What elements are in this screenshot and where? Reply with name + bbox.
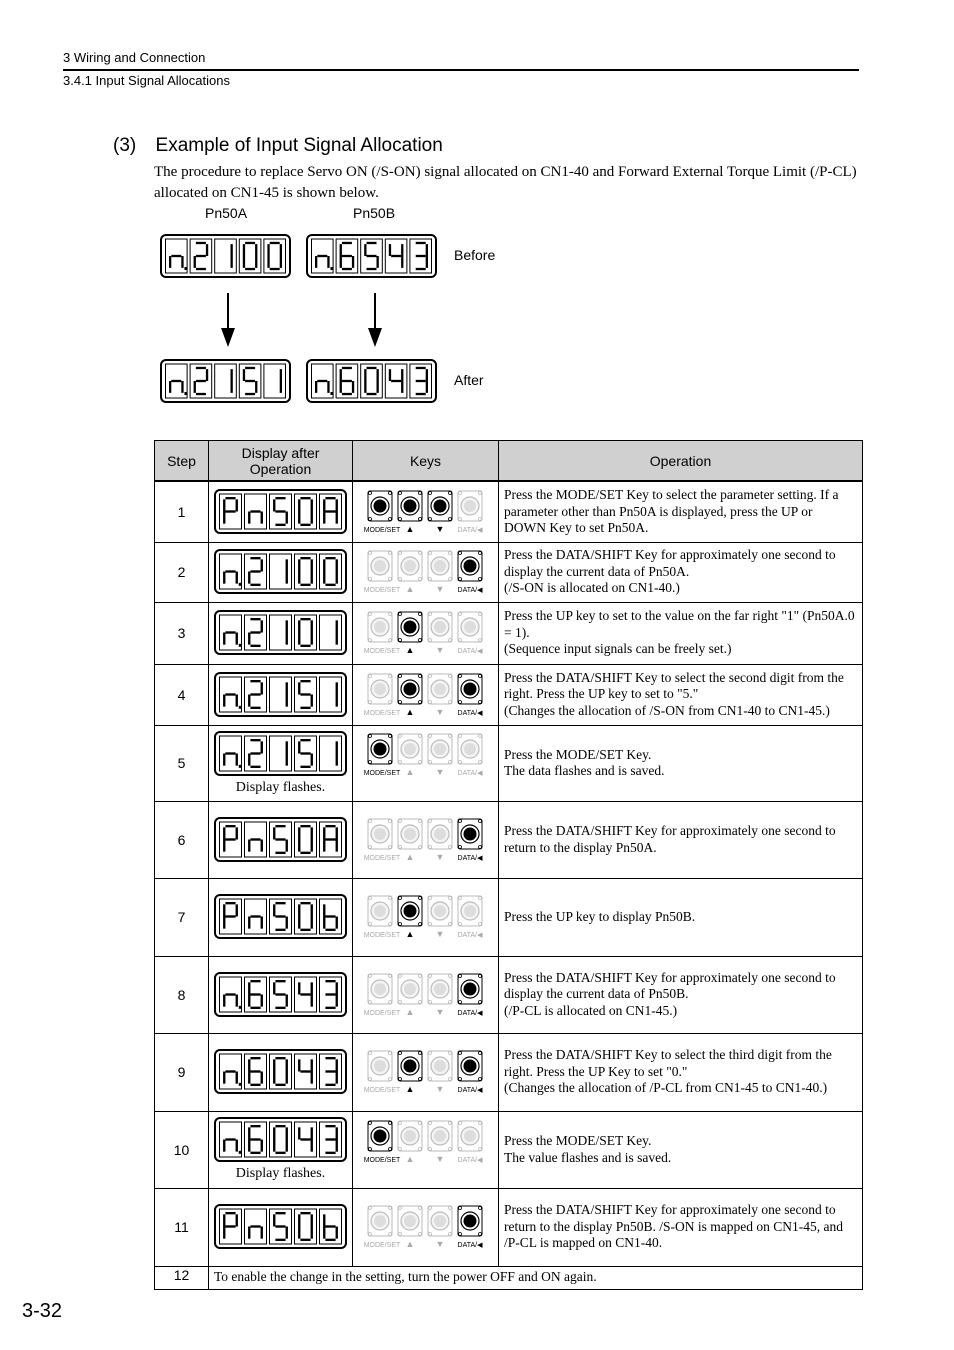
- operation-text: Press the DATA/SHIFT Key for approximately one second to display the current data of Pn50B.: [504, 969, 836, 1002]
- key-button: [398, 734, 422, 764]
- operation-text: (/P-CL is allocated on CN1-45.): [504, 1002, 678, 1018]
- key-button: [398, 896, 422, 926]
- table-row: [155, 602, 863, 664]
- down-arrow-icon: ▼: [435, 1153, 444, 1164]
- header-keys: Keys: [353, 441, 499, 482]
- data-shift-label: DATA/◀: [457, 1156, 482, 1164]
- section-number: (3): [113, 135, 137, 156]
- up-arrow-icon: ▲: [405, 929, 414, 939]
- led-display: [214, 1117, 348, 1163]
- step-number: 5: [155, 725, 209, 801]
- key-button: [458, 896, 482, 926]
- keys-cell: [353, 801, 499, 878]
- key-button: [428, 612, 452, 642]
- arrow-pn50b: [368, 293, 382, 347]
- display-flashes-note: Display flashes.: [235, 779, 326, 795]
- key-button: [458, 734, 482, 764]
- display-flashes-note: Display flashes.: [235, 1166, 326, 1181]
- display-after-pn50b: [307, 360, 436, 402]
- key-button: [398, 551, 422, 581]
- after-label: After: [454, 372, 484, 388]
- step-number: 9: [155, 1033, 209, 1111]
- down-arrow-icon: ▼: [435, 851, 444, 862]
- key-panel: [364, 1049, 488, 1095]
- key-panel: [364, 894, 488, 940]
- key-panel: [364, 1204, 488, 1250]
- key-button: [368, 734, 392, 764]
- display-after-pn50a: [161, 360, 290, 402]
- display-before-pn50a: [161, 235, 290, 277]
- operation-text: (Changes the allocation of /P-CL from CN1-45 to CN1-40.): [504, 1080, 828, 1096]
- display-cell: [209, 878, 353, 956]
- mode-set-label: MODE/SET: [363, 709, 400, 717]
- operation-text: Press the DATA/SHIFT Key for approximately one second to return to the display Pn50A.: [504, 823, 836, 855]
- operation-cell: [499, 1033, 863, 1111]
- led-display: [214, 610, 348, 656]
- key-button: [428, 1051, 452, 1081]
- display-cell: [209, 801, 353, 878]
- operation-text: (Sequence input signals can be freely set.): [504, 641, 732, 657]
- before-label: Before: [454, 247, 496, 263]
- key-button: [458, 974, 482, 1004]
- led-display: [214, 972, 348, 1018]
- operation-text: Press the DATA/SHIFT Key for approximately one second to display the current data of Pn50A.: [504, 547, 836, 579]
- key-button: [368, 551, 392, 581]
- mode-set-label: MODE/SET: [363, 1009, 400, 1017]
- operation-cell: [499, 878, 863, 956]
- mode-set-label: MODE/SET: [363, 770, 400, 777]
- section-header: 3.4.1 Input Signal Allocations: [63, 73, 230, 88]
- display-cell: [209, 602, 353, 664]
- final-instruction: To enable the change in the setting, turn the power OFF and ON again.: [209, 1266, 863, 1289]
- mode-set-label: MODE/SET: [363, 587, 400, 594]
- operation-text: Press the UP key to set to the value on the far right "1" (Pn50A.0 = 1).: [504, 608, 855, 640]
- down-arrow-icon: ▼: [435, 523, 444, 534]
- procedure-table: [154, 440, 863, 1290]
- key-button: [398, 491, 422, 521]
- header-operation: Operation: [499, 441, 863, 482]
- table-row: [155, 1033, 863, 1111]
- key-panel: [364, 489, 488, 535]
- key-panel: [364, 549, 488, 595]
- key-panel: [364, 817, 488, 863]
- display-cell: [209, 664, 353, 725]
- pn50b-label: Pn50B: [353, 205, 396, 221]
- led-display: [214, 817, 348, 863]
- operation-text: (Changes the allocation of /S-ON from CN1-40 to CN1-45.): [504, 702, 830, 718]
- operation-cell: [499, 725, 863, 801]
- keys-cell: [353, 1033, 499, 1111]
- operation-cell: [499, 481, 863, 542]
- table-row: [155, 801, 863, 878]
- header-display: Display after Operation: [209, 441, 353, 482]
- keys-cell: [353, 956, 499, 1033]
- key-button: [398, 974, 422, 1004]
- key-button: [458, 1051, 482, 1081]
- operation-text: Press the DATA/SHIFT Key to select the second digit from the right. Press the UP key to set to "5.": [504, 669, 844, 702]
- down-arrow-icon: ▼: [435, 706, 444, 717]
- table-row: [155, 1188, 863, 1266]
- key-button: [458, 612, 482, 642]
- key-button: [398, 1051, 422, 1081]
- data-shift-label: DATA/◀: [457, 587, 482, 594]
- down-arrow-icon: ▼: [435, 1239, 444, 1249]
- down-arrow-icon: ▼: [435, 584, 444, 594]
- allocation-diagram: [0, 0, 954, 430]
- table-row: [155, 725, 863, 801]
- operation-text: Press the UP key to display Pn50B.: [504, 908, 696, 924]
- intro-paragraph: The procedure to replace Servo ON (/S-ON) signal allocated on CN1-40 and Forward External Torque Limit (/P-CL) allocated on CN1-45 is shown below.: [154, 164, 857, 201]
- keys-cell: [353, 602, 499, 664]
- down-arrow-icon: ▼: [435, 1084, 444, 1094]
- table-row: [155, 956, 863, 1033]
- operation-cell: [499, 1188, 863, 1266]
- down-arrow-icon: ▼: [435, 1006, 444, 1017]
- key-button: [398, 674, 422, 704]
- display-before-pn50b: [307, 235, 436, 277]
- pn50a-label: Pn50A: [205, 205, 248, 221]
- key-button: [368, 612, 392, 642]
- display-cell: [209, 956, 353, 1033]
- table-row: [155, 1111, 863, 1188]
- data-shift-label: DATA/◀: [457, 526, 482, 534]
- up-arrow-icon: ▲: [405, 1153, 414, 1164]
- mode-set-label: MODE/SET: [363, 854, 400, 862]
- key-button: [398, 1206, 422, 1236]
- key-button: [428, 1121, 452, 1151]
- arrow-pn50a: [221, 293, 235, 347]
- key-button: [458, 1206, 482, 1236]
- display-cell: [209, 1033, 353, 1111]
- display-cell: [209, 1111, 353, 1188]
- display-cell: [209, 1188, 353, 1266]
- up-arrow-icon: ▲: [405, 851, 414, 862]
- key-button: [428, 674, 452, 704]
- data-shift-label: DATA/◀: [457, 854, 482, 862]
- key-panel: [364, 972, 488, 1018]
- operation-cell: [499, 542, 863, 602]
- key-button: [368, 1121, 392, 1151]
- operation-text: Press the MODE/SET Key to select the parameter setting. If a parameter other than Pn50A is displayed, press the UP or DOWN Key to set Pn50A.: [504, 487, 839, 535]
- operation-text: The data flashes and is saved.: [504, 763, 665, 778]
- up-arrow-icon: ▲: [405, 1239, 414, 1249]
- up-arrow-icon: ▲: [405, 584, 414, 594]
- display-cell: [209, 481, 353, 542]
- operation-text: Press the DATA/SHIFT Key to select the third digit from the right. Press the UP Key to set "0.": [504, 1047, 832, 1079]
- led-display: [214, 672, 348, 718]
- data-shift-label: DATA/◀: [457, 1009, 482, 1017]
- mode-set-label: MODE/SET: [363, 932, 400, 939]
- up-arrow-icon: ▲: [405, 706, 414, 717]
- key-button: [368, 491, 392, 521]
- operation-text: Press the MODE/SET Key.: [504, 1133, 652, 1148]
- key-button: [398, 1121, 422, 1151]
- key-button: [428, 896, 452, 926]
- step-number: 11: [155, 1188, 209, 1266]
- operation-cell: [499, 801, 863, 878]
- step-number: 8: [155, 956, 209, 1033]
- key-button: [428, 551, 452, 581]
- data-shift-label: DATA/◀: [457, 709, 482, 717]
- mode-set-label: MODE/SET: [363, 1156, 400, 1164]
- keys-cell: [353, 725, 499, 801]
- step-number: 6: [155, 801, 209, 878]
- key-button: [368, 1206, 392, 1236]
- keys-cell: [353, 1111, 499, 1188]
- page-number: 3-32: [22, 1300, 63, 1322]
- keys-cell: [353, 664, 499, 725]
- down-arrow-icon: ▼: [435, 767, 444, 777]
- led-display: [214, 1204, 348, 1250]
- operation-cell: [499, 956, 863, 1033]
- keys-cell: [353, 878, 499, 956]
- operation-cell: [499, 602, 863, 664]
- step-number: 10: [155, 1111, 209, 1188]
- data-shift-label: DATA/◀: [457, 1087, 482, 1094]
- key-button: [428, 819, 452, 849]
- key-panel: [364, 1119, 488, 1165]
- key-button: [458, 551, 482, 581]
- step-number: 1: [155, 481, 209, 542]
- key-button: [458, 491, 482, 521]
- mode-set-label: MODE/SET: [363, 1087, 400, 1094]
- mode-set-label: MODE/SET: [363, 648, 400, 655]
- operation-text: Press the MODE/SET Key.: [504, 746, 652, 762]
- key-button: [368, 674, 392, 704]
- table-row: [155, 664, 863, 725]
- operation-text: The value flashes and is saved.: [504, 1149, 672, 1165]
- data-shift-label: DATA/◀: [457, 648, 482, 655]
- key-button: [428, 491, 452, 521]
- key-button: [458, 819, 482, 849]
- keys-cell: [353, 542, 499, 602]
- key-panel: [364, 672, 488, 718]
- key-button: [398, 612, 422, 642]
- up-arrow-icon: ▲: [405, 523, 414, 534]
- operation-cell: [499, 664, 863, 725]
- led-display: [214, 1049, 348, 1095]
- display-cell: [209, 725, 353, 801]
- step-number: 12: [155, 1266, 209, 1289]
- key-button: [458, 674, 482, 704]
- key-button: [368, 819, 392, 849]
- keys-cell: [353, 1188, 499, 1266]
- led-display: [214, 489, 348, 535]
- display-cell: [209, 542, 353, 602]
- data-shift-label: DATA/◀: [457, 1242, 482, 1249]
- key-button: [368, 974, 392, 1004]
- operation-cell: [499, 1111, 863, 1188]
- mode-set-label: MODE/SET: [363, 526, 400, 534]
- up-arrow-icon: ▲: [405, 767, 414, 777]
- header-step: Step: [155, 441, 209, 482]
- step-number: 3: [155, 602, 209, 664]
- key-panel: [364, 610, 488, 656]
- key-button: [428, 974, 452, 1004]
- chapter-header: 3 Wiring and Connection: [63, 50, 206, 65]
- key-button: [368, 1051, 392, 1081]
- operation-text: (/S-ON is allocated on CN1-40.): [504, 580, 680, 596]
- up-arrow-icon: ▲: [405, 1006, 414, 1017]
- table-row: [155, 481, 863, 542]
- table-row: [155, 542, 863, 602]
- operation-text: Press the DATA/SHIFT Key for approximately one second to return to the display Pn50B. /S-ON is mapped on CN1-45, and /P-CL is mapped on CN1-40.: [504, 1202, 843, 1251]
- led-display: [214, 894, 348, 940]
- step-number: 4: [155, 664, 209, 725]
- key-button: [428, 734, 452, 764]
- step-number: 7: [155, 878, 209, 956]
- key-button: [428, 1206, 452, 1236]
- table-header-row: [155, 441, 863, 482]
- key-button: [368, 896, 392, 926]
- keys-cell: [353, 481, 499, 542]
- key-button: [398, 819, 422, 849]
- led-display: [214, 731, 348, 777]
- section-title-text: Example of Input Signal Allocation: [155, 135, 443, 156]
- key-panel: [364, 732, 488, 778]
- data-shift-label: DATA/◀: [457, 770, 482, 777]
- up-arrow-icon: ▲: [405, 1084, 414, 1094]
- down-arrow-icon: ▼: [435, 929, 444, 939]
- step-number: 2: [155, 542, 209, 602]
- table-row-final: [155, 1266, 863, 1289]
- down-arrow-icon: ▼: [435, 645, 444, 655]
- led-display: [214, 549, 348, 595]
- table-row: [155, 878, 863, 956]
- up-arrow-icon: ▲: [405, 645, 414, 655]
- mode-set-label: MODE/SET: [363, 1242, 400, 1249]
- key-button: [458, 1121, 482, 1151]
- data-shift-label: DATA/◀: [457, 932, 482, 939]
